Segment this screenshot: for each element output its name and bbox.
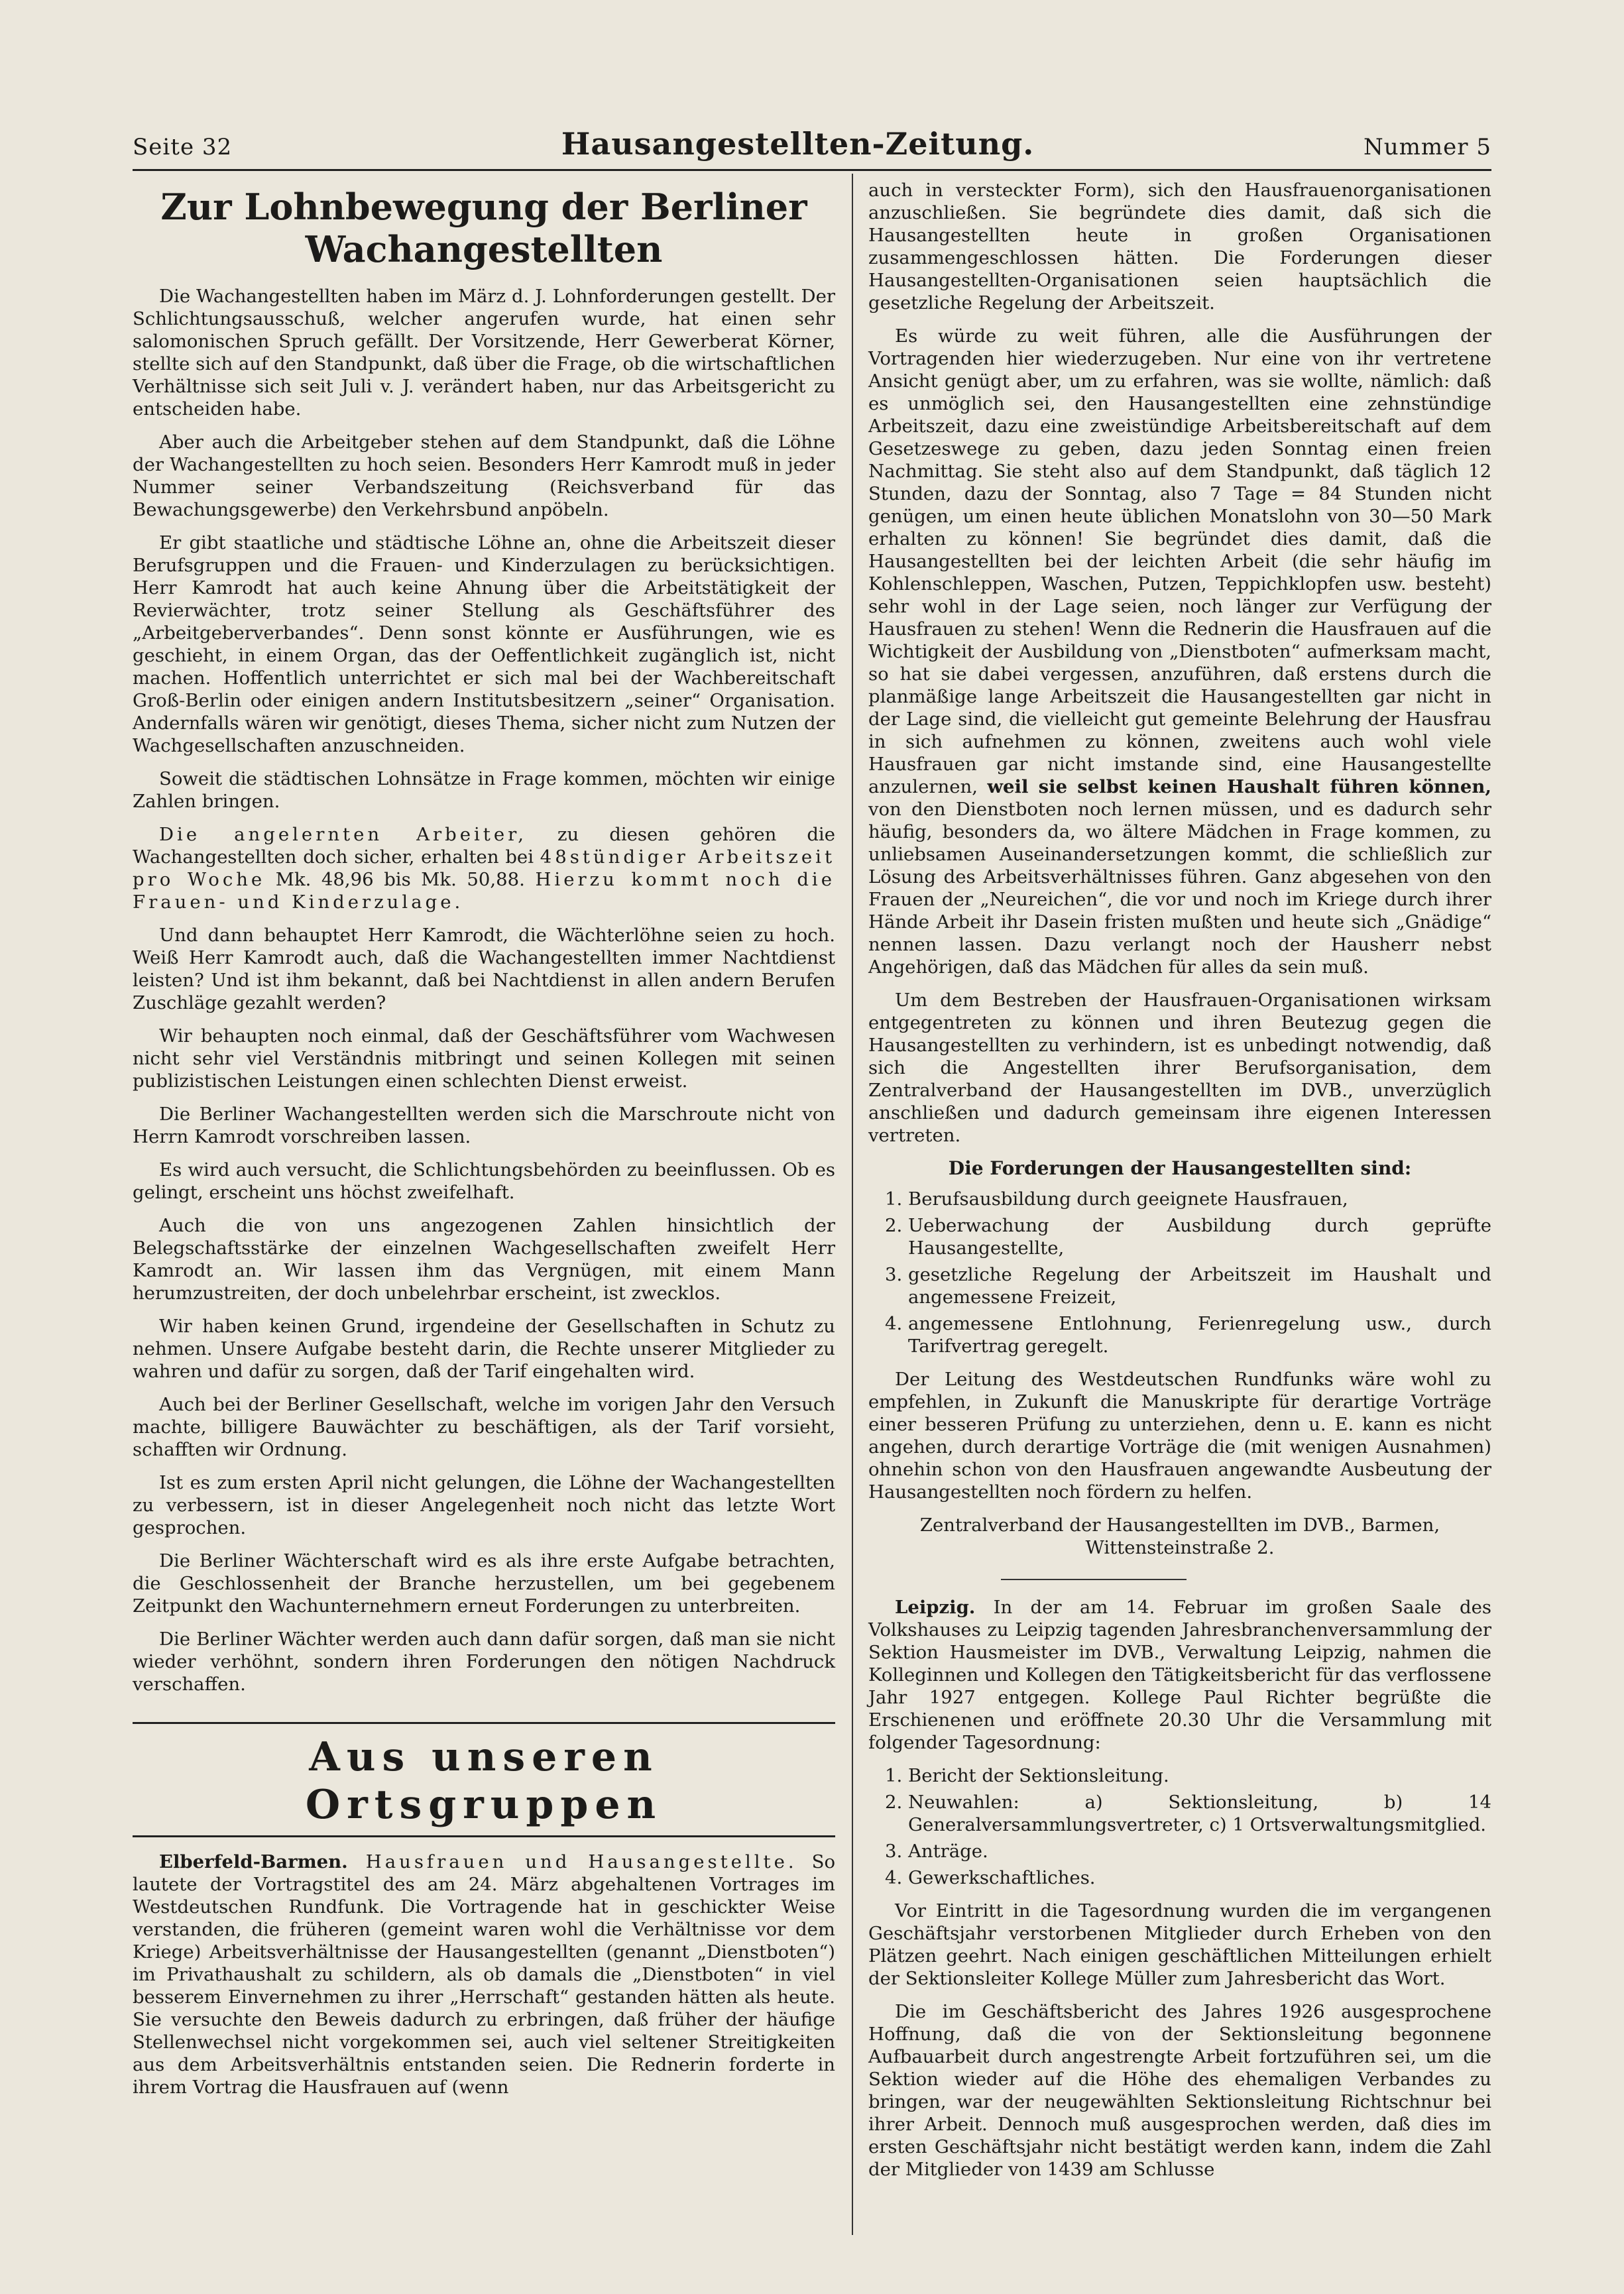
demands-heading: Die Forderungen der Hausangestellten sind: bbox=[948, 1157, 1412, 1179]
agenda-list bbox=[868, 1764, 1491, 1889]
list-item: 4. angemessene Entlohnung, Ferienregelung usw., durch Tarifvertrag geregelt. bbox=[908, 1312, 1491, 1357]
section-title: Aus unseren Ortsgruppen bbox=[305, 1734, 663, 1828]
location-label: Elberfeld-Barmen. bbox=[159, 1851, 348, 1872]
text: von den Dienstboten noch lernen müssen, und es dadurch sehr häufig, besonders da, wo ältere Mädchen in Frage kommen, zu unliebsamen Auseinandersetzungen kommt, die schließlich zur Lösung des Arbeitsverhältnisses führen. Ganz abgesehen von den Frauen der „Neureichen“, die vor und noch im Kriege durch ihrer Hände Arbeit ihr Dasein fristen mußten und heute sich „Gnädige“ nennen lassen. Dazu verlangt noch der Hausherr nebst Angehörigen, daß das Mädchen für alles da sein muß. bbox=[868, 799, 1491, 978]
article-paragraph: Die Berliner Wächter werden auch dann dafür sorgen, daß man sie nicht wieder verhöhnt, sondern ihren Forderungen den nötigen Nachdruck verschaffen. bbox=[133, 1629, 835, 1695]
article-paragraph: Er gibt staatliche und städtische Löhne an, ohne die Arbeitszeit dieser Berufsgruppen und die Frauen- und Kinderzulagen zu berücksichtigen. Herr Kamrodt hat auch keine Ahnung über die Arbeitstätigkeit der Revierwächter, trotz seiner Stellung als Geschäftsführer des „Arbeitgeberverbandes“. Denn sonst könnte er Ausführungen, wie es geschieht, in einem Organ, das der Oeffentlichkeit zugänglich ist, nicht machen. Hoffentlich unterrichtet er sich mal bei der Wachbereitschaft Groß-Berlin oder einigen andern Institutsbesitzern „seiner“ Organisation. Andernfalls wären wir genötigt, dieses Thema, sicher nicht zum Nutzen der Wachgesellschaften anzuschneiden. bbox=[133, 532, 835, 756]
right-column bbox=[868, 179, 1491, 2191]
emphasis: 48stündiger Arbeitszeit pro Woche bbox=[133, 846, 835, 890]
signature-line: Wittensteinstraße 2. bbox=[1085, 1537, 1275, 1558]
page-header bbox=[133, 126, 1491, 166]
column-divider bbox=[852, 174, 853, 2235]
article-paragraph: Es wird auch versucht, die Schlichtungsbehörden zu beeinflussen. Ob es gelingt, erscheint uns höchst zweifelhaft. bbox=[133, 1159, 835, 1203]
article-paragraph: Wir haben keinen Grund, irgendeine der Gesellschaften in Schutz zu nehmen. Unsere Aufgabe besteht darin, die Rechte unserer Mitglieder zu wahren und dafür zu sorgen, daß der Tarif eingehalten wird. bbox=[133, 1316, 835, 1382]
article-paragraph: auch in versteckter Form), sich den Hausfrauenorganisationen anzuschließen. Sie begründete dies damit, daß sich die Hausangestellten heute in großen Organisationen zusammengeschlossen hätten. Die Forderungen dieser Hausangestellten-Organisationen seien hauptsächlich die gesetzliche Regelung der Arbeitszeit. bbox=[868, 180, 1491, 314]
page-number: Seite 32 bbox=[133, 134, 233, 160]
separator-rule bbox=[1001, 1579, 1187, 1580]
article-title: Zur Lohnbewegung der Berliner Wachangestellten bbox=[160, 186, 807, 270]
list-item: 2. Neuwahlen: a) Sektionsleitung, b) 14 Generalversammlungsvertreter, c) 1 Ortsverwaltungsmitglied. bbox=[908, 1791, 1491, 1836]
section-header-box bbox=[133, 1722, 835, 1837]
article-paragraph bbox=[868, 325, 1491, 978]
list-item: 1. Bericht der Sektionsleitung. bbox=[908, 1764, 1491, 1787]
left-column bbox=[133, 179, 835, 2109]
text: Mk. 48,96 bis Mk. 50,88. bbox=[265, 869, 536, 890]
text: zu diesen gehören die Wachangestellten doch sicher, erhalten bei bbox=[133, 824, 835, 868]
article-paragraph bbox=[868, 1596, 1491, 1754]
article-paragraph: Ist es zum ersten April nicht gelungen, die Löhne der Wachangestellten zu verbessern, ist in dieser Angelegenheit noch nicht das letzte Wort gesprochen. bbox=[133, 1472, 835, 1538]
article-paragraph bbox=[133, 823, 835, 913]
article-paragraph: Soweit die städtischen Lohnsätze in Frage kommen, möchten wir einige Zahlen bringen. bbox=[133, 768, 835, 812]
signature-line: Zentralverband der Hausangestellten im DVB., Barmen, bbox=[919, 1515, 1440, 1536]
text: Es würde zu weit führen, alle die Ausführungen der Vortragenden hier wiederzugeben. Nur eine von ihr vertretene Ansicht genügt aber, um zu erfahren, was sie wollte, nämlich: daß es unmöglich sei, den Hausangestellten eine zehnstündige Arbeitszeit, dazu eine zweistündige Arbeitsbereitschaft auf dem Gesetzeswege zu geben, dazu jeden Sonntag einen freien Nachmittag. Sie steht also auf dem Standpunkt, daß täglich 12 Stunden, dazu der Sonntag, also 7 Tage = 84 Stunden nicht genügen, um einen heute üblichen Monatslohn von 30—50 Mark erhalten zu können! Sie begründet dies damit, daß die Hausangestellten bei der leichten Arbeit (die sehr häufig im Kohlenschleppen, Waschen, Putzen, Teppichklopfen usw. besteht) sehr wohl in der Lage seien, noch länger zur Verfügung der Hausfrauen zu stehen! Wenn die Rednerin die Hausfrauen auf die Wichtigkeit der Ausbildung von „Dienstboten“ aufmerksam macht, so hat sie dabei vergessen, anzuführen, daß erstens durch die planmäßige lange Arbeitszeit die Hausangestellten gar nicht in der Lage sind, die vielleicht gut gemeinte Belehrung der Hausfrau in sich aufnehmen zu können, zweitens auch wohl viele Hausfrauen gar nicht imstande sind, eine Hausangestellte anzulernen, bbox=[868, 325, 1491, 797]
issue-number: Nummer 5 bbox=[1363, 134, 1491, 160]
list-item: 2. Ueberwachung der Ausbildung durch geprüfte Hausangestellte, bbox=[908, 1214, 1491, 1259]
list-item: 3. gesetzliche Regelung der Arbeitszeit im Haushalt und angemessene Freizeit, bbox=[908, 1263, 1491, 1308]
article-paragraph: Die Berliner Wachangestellten werden sich die Marschroute nicht von Herrn Kamrodt vorschreiben lassen. bbox=[133, 1104, 835, 1147]
article-paragraph: Wir behaupten noch einmal, daß der Geschäftsführer vom Wachwesen nicht sehr viel Verständnis mitbringt und seinen Kollegen mit seinen publizistischen Leistungen einen schlechten Dienst erweist. bbox=[133, 1025, 835, 1092]
emphasis: Hausfrauen und Hausangestellte. bbox=[347, 1851, 797, 1872]
article-paragraph bbox=[133, 1851, 835, 2098]
article-paragraph: Die Wachangestellten haben im März d. J. Lohnforderungen gestellt. Der Schlichtungsausschuß, welcher angerufen wurde, hat einen sehr salomonischen Spruch gefällt. Der Vorsitzende, Herr Gewerberat Körner, stellte sich auf den Standpunkt, daß über die Frage, ob die wirtschaftlichen Verhältnisse sich seit Juli v. J. verändert haben, nur das Arbeitsgericht zu entscheiden habe. bbox=[133, 286, 835, 420]
emphasis: weil sie selbst keinen Haushalt führen können, bbox=[987, 776, 1491, 797]
list-item: 1. Berufsausbildung durch geeignete Hausfrauen, bbox=[908, 1188, 1491, 1210]
text: So lautete der Vortragstitel des am 24. März abgehaltenen Vortrages im Westdeutschen Rundfunk. Die Vortragende hat in geschickter Weise verstanden, die früheren (gemeint waren wohl die Verhältnisse vor dem Kriege) Arbeitsverhältnisse der Hausangestellten (genannt „Dienstboten“) im Privathaushalt zu schildern, als ob damals die „Dienstboten“ in viel besserem Einvernehmen zu ihrer „Herrschaft“ gestanden hätten als heute. Sie versuchte den Beweis dadurch zu erbringen, daß früher der häufige Stellenwechsel nicht vorgekommen sei, auch viel seltener Streitigkeiten aus dem Arbeitsverhältnis entstanden seien. Die Rednerin forderte in ihrem Vortrag die Hausfrauen auf (wenn bbox=[133, 1851, 836, 2098]
article-paragraph: Auch bei der Berliner Gesellschaft, welche im vorigen Jahr den Versuch machte, billigere Bauwächter zu beschäftigen, als der Tarif vorsieht, schafften wir Ordnung. bbox=[133, 1394, 835, 1460]
article-paragraph: Der Leitung des Westdeutschen Rundfunks wäre wohl zu empfehlen, in Zukunft die Manuskripte für derartige Vorträge einer besseren Prüfung zu unterziehen, denn u. E. kann es nicht angehen, durch derartige Vorträge die (mit wenigen Ausnahmen) ohnehin schon von den Hausfrauen angewandte Ausbeutung der Hausangestellten noch fördern zu helfen. bbox=[868, 1369, 1491, 1503]
location-label: Leipzig. bbox=[895, 1597, 976, 1618]
emphasis: Hierzu kommt noch die Frauen- und Kinderzulage. bbox=[133, 869, 835, 913]
header-rule bbox=[133, 169, 1491, 171]
demands-list bbox=[868, 1188, 1491, 1357]
emphasis: Die angelernten Arbeiter, bbox=[159, 824, 527, 845]
article-paragraph: Die im Geschäftsbericht des Jahres 1926 ausgesprochene Hoffnung, daß die von der Sektionsleitung begonnene Aufbauarbeit durch angestrengte Arbeit fortzuführen sei, um die Sektion wieder auf die Höhe des ehemaligen Verbandes zu bringen, war der neugewählten Sektionsleitung Richtschnur bei ihrer Arbeit. Dennoch muß ausgesprochen werden, daß dies im ersten Geschäftsjahr nicht bestätigt werden kann, indem die Zahl der Mitglieder von 1439 am Schlusse bbox=[868, 2001, 1491, 2180]
article-paragraph: Aber auch die Arbeitgeber stehen auf dem Standpunkt, daß die Löhne der Wachangestellten zu hoch seien. Besonders Herr Kamrodt muß in jeder Nummer seiner Verbandszeitung (Reichsverband für das Bewachungsgewerbe) den Verkehrsbund anpöbeln. bbox=[133, 431, 835, 520]
signature bbox=[868, 1514, 1491, 1559]
newspaper-title: Hausangestellten-Zeitung. bbox=[561, 126, 1035, 162]
article-paragraph: Die Berliner Wächterschaft wird es als ihre erste Aufgabe betrachten, die Geschlossenheit der Branche herzustellen, um bei gegebenem Zeitpunkt den Wachunternehmern erneut Forderungen zu unterbreiten. bbox=[133, 1550, 835, 1617]
article-paragraph: Um dem Bestreben der Hausfrauen-Organisationen wirksam entgegentreten zu können und ihren Beutezug gegen die Hausangestellten zu verhindern, ist es unbedingt notwendig, daß sich die Angestellten ihrer Berufsorganisation, dem Zentralverband der Hausangestellten im DVB., unverzüglich anschließen und dadurch gemeinsam ihre eigenen Interessen vertreten. bbox=[868, 990, 1491, 1146]
article-paragraph: Vor Eintritt in die Tagesordnung wurden die im vergangenen Geschäftsjahr verstorbenen Mitglieder durch Erheben von den Plätzen geehrt. Nach einigen geschäftlichen Mitteilungen erhielt der Sektionsleiter Kollege Müller zum Jahresbericht das Wort. bbox=[868, 1900, 1491, 1989]
text: In der am 14. Februar im großen Saale des Volkshauses zu Leipzig tagenden Jahresbranchenversammlung der Sektion Hausmeister im DVB., Verwaltung Leipzig, nahmen die Kolleginnen und Kollegen den Tätigkeitsbericht für das verflossene Jahr 1927 entgegen. Kollege Paul Richter begrüßte die Erschienenen und eröffnete 20.30 Uhr die Versammlung mit folgender Tagesordnung: bbox=[868, 1597, 1491, 1753]
list-item: 4. Gewerkschaftliches. bbox=[908, 1866, 1491, 1889]
list-item: 3. Anträge. bbox=[908, 1840, 1491, 1863]
article-paragraph: Auch die von uns angezogenen Zahlen hinsichtlich der Belegschaftsstärke der einzelnen Wachgesellschaften zweifelt Herr Kamrodt an. Wir lassen ihm das Vergnügen, mit einem Mann herumzustreiten, der doch unbelehrbar erscheint, ist zwecklos. bbox=[133, 1215, 835, 1304]
article-paragraph: Und dann behauptet Herr Kamrodt, die Wächterlöhne seien zu hoch. Weiß Herr Kamrodt auch, daß die Wachangestellten immer Nachtdienst leisten? Und ist ihm bekannt, daß bei Nachtdienst in allen andern Berufen Zuschläge gezahlt werden? bbox=[133, 925, 835, 1013]
